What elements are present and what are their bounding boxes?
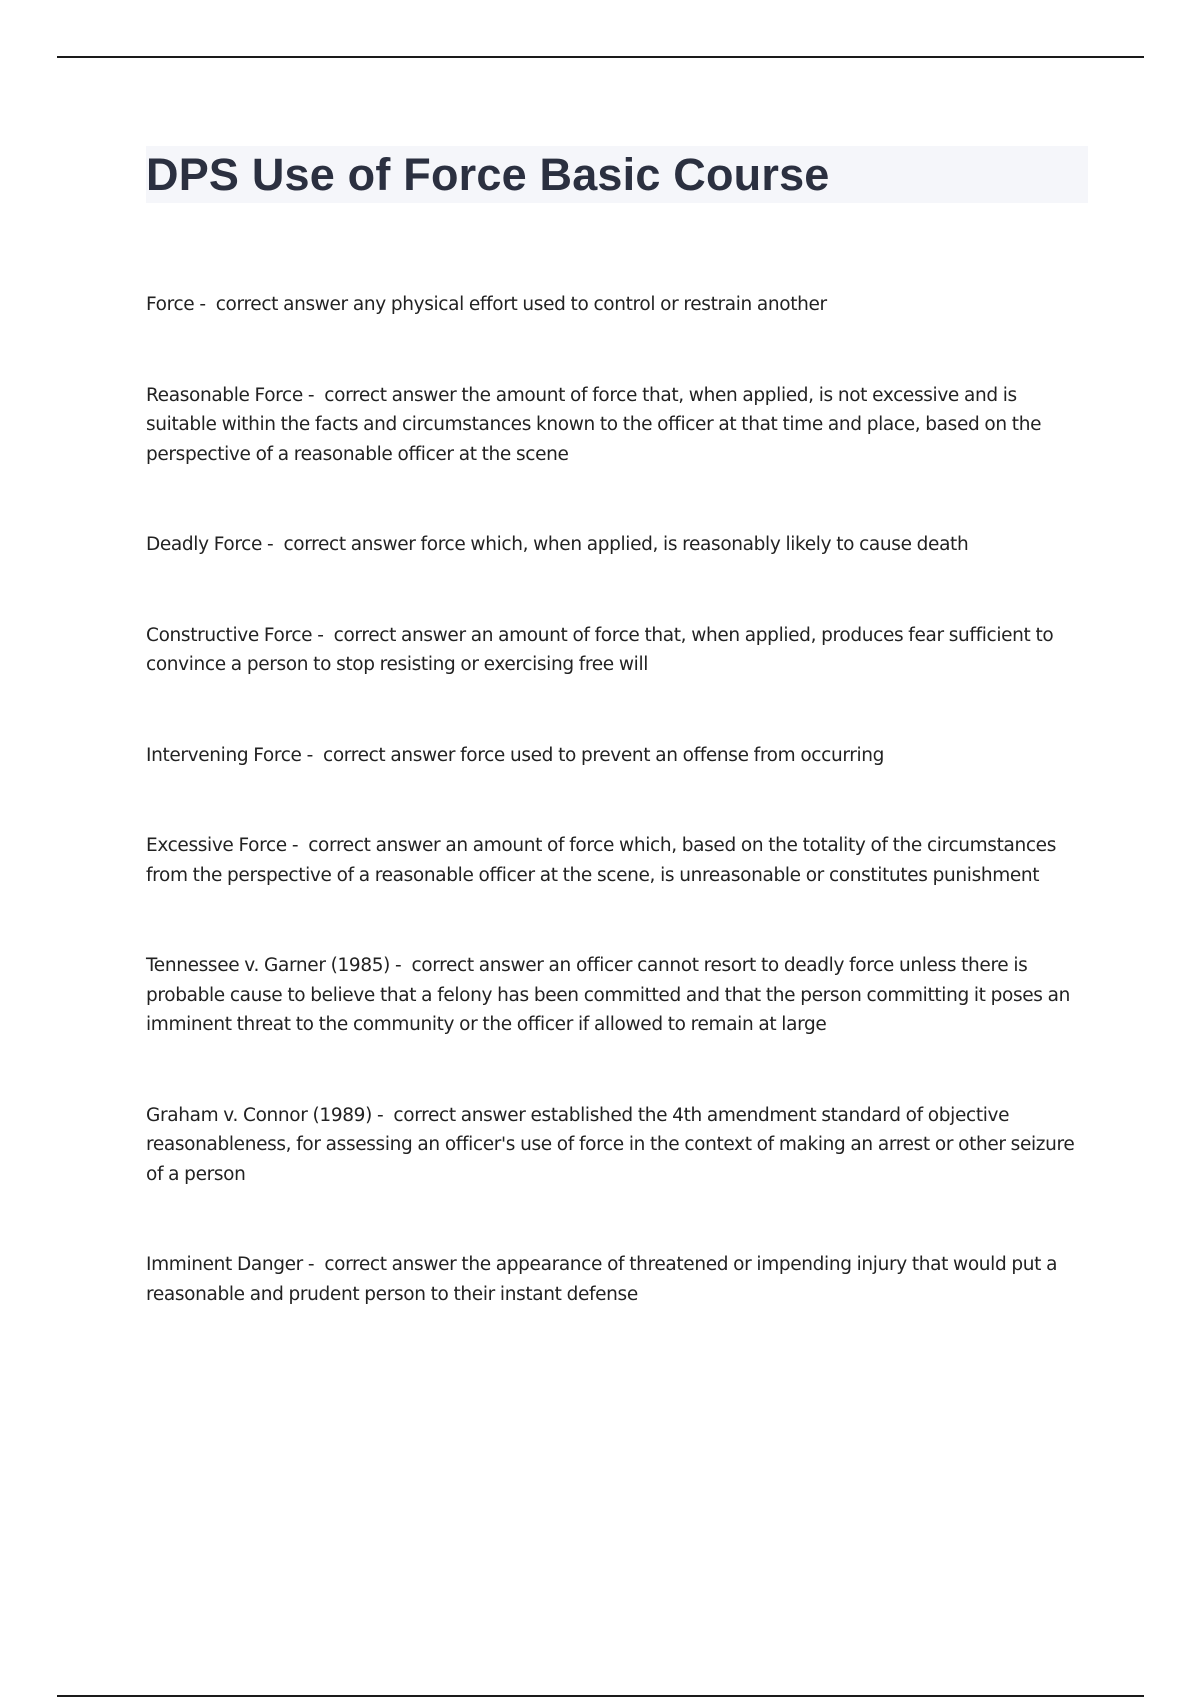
card-definition: correct answer the amount of force that, when applied, is not excessive and is suitable within the facts and circumstances known to the officer at that time and place, based on the perspective of a reasonable officer at the scene — [146, 384, 1042, 465]
flashcard-deadly-force — [146, 530, 1086, 560]
top-rule — [57, 56, 1144, 58]
card-term: Intervening Force — [146, 744, 302, 766]
card-term: Tennessee v. Garner (1985) — [146, 955, 391, 976]
bottom-rule — [57, 1695, 1144, 1697]
card-definition: correct answer an amount of force that, when applied, produces fear sufficient to convince a person to stop resisting or exercising free will — [146, 624, 1054, 675]
card-term: Reasonable Force — [146, 384, 303, 406]
card-separator: - — [286, 835, 309, 856]
card-definition: correct answer an officer cannot resort to deadly force unless there is probable cause to believe that a felony has been committed and that the person committing it poses an imminent threat to the community or the officer if allowed to remain at large — [146, 955, 1070, 1035]
card-separator: - — [262, 534, 284, 555]
card-definition: correct answer force used to prevent an offense from occurring — [323, 744, 885, 766]
card-definition: correct answer an amount of force which, based on the totality of the circumstances from the perspective of a reasonable officer at the scene, is unreasonable or constitutes punishment — [146, 835, 1057, 886]
card-separator: - — [301, 744, 323, 766]
flashcard-intervening-force — [146, 741, 1086, 771]
card-definition: correct answer force which, when applied, is reasonably likely to cause death — [283, 534, 969, 555]
card-term: Deadly Force — [146, 534, 263, 555]
flashcard-graham-v-connor — [146, 1101, 1086, 1190]
flashcard-reasonable-force — [146, 381, 1086, 470]
card-separator: - — [302, 1254, 325, 1275]
card-definition: correct answer established the 4th amendment standard of objective reasonableness, for assessing an officer's use of force in the context of making an arrest or other seizure of a person — [146, 1104, 1075, 1185]
flashcard-tennessee-v-garner — [146, 951, 1086, 1040]
card-term: Excessive Force — [146, 835, 287, 856]
card-separator: - — [312, 624, 334, 646]
flashcard-list — [146, 290, 1086, 1370]
flashcard-force — [146, 290, 1086, 320]
flashcard-constructive-force — [146, 621, 1086, 680]
flashcard-excessive-force — [146, 831, 1086, 890]
card-separator: - — [194, 294, 216, 315]
card-definition: correct answer any physical effort used to control or restrain another — [215, 294, 827, 315]
card-term: Graham v. Connor (1989) — [146, 1104, 372, 1126]
card-term: Imminent Danger — [146, 1254, 303, 1275]
card-term: Force — [146, 294, 195, 315]
card-separator: - — [390, 955, 412, 976]
card-separator: - — [371, 1104, 394, 1126]
card-separator: - — [302, 384, 325, 406]
page-title: DPS Use of Force Basic Course — [146, 149, 830, 200]
card-definition: correct answer the appearance of threatened or impending injury that would put a reasonable and prudent person to their instant defense — [146, 1254, 1058, 1305]
flashcard-imminent-danger — [146, 1250, 1086, 1309]
card-term: Constructive Force — [146, 624, 313, 646]
